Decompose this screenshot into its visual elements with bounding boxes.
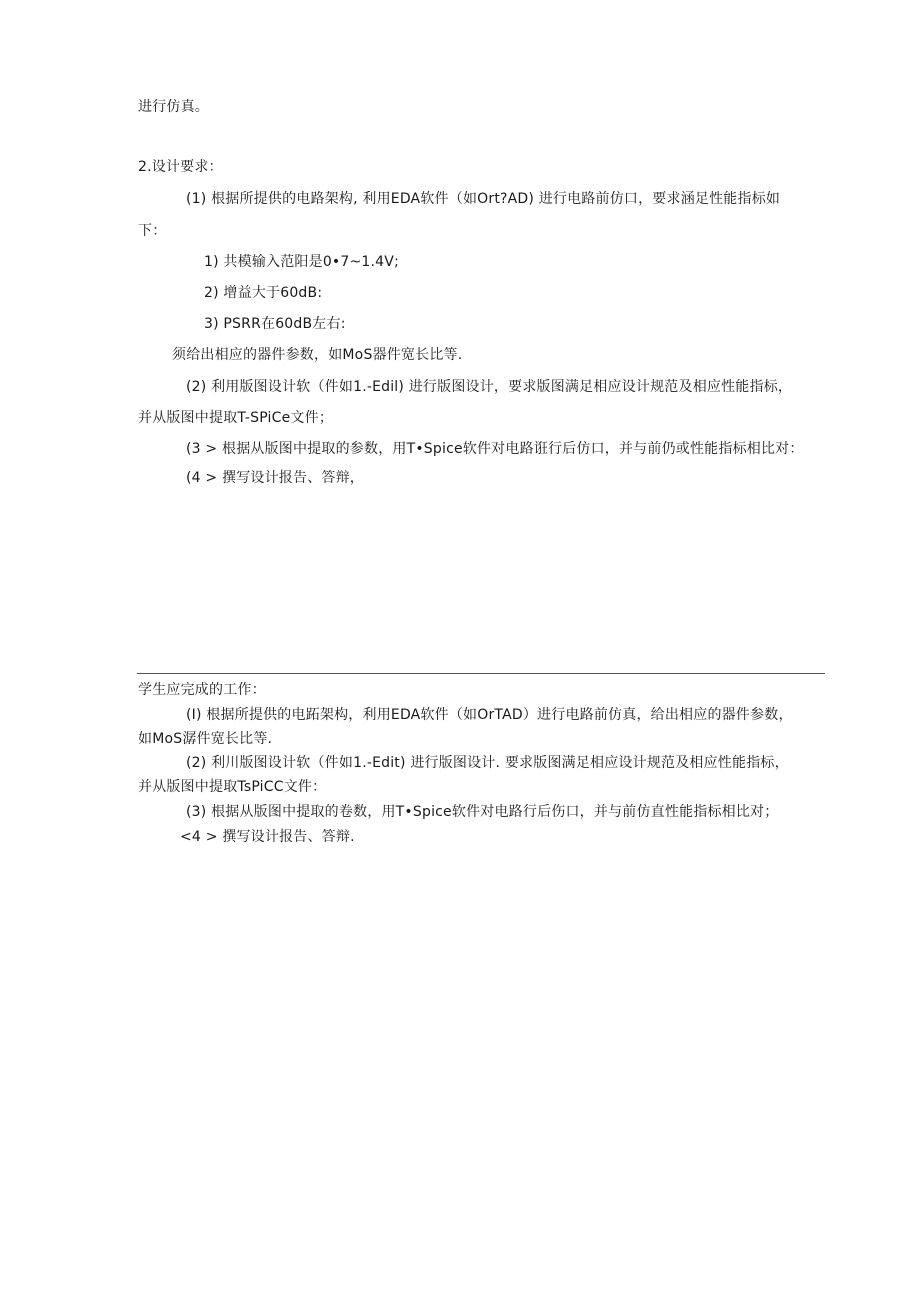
section-divider [137,673,825,674]
parameter-note: 须给出相应的器件参数，如MoS器件宽长比等. [172,347,463,363]
requirement-4: (4 > 撰写设计报告、答辩， [186,470,364,486]
student-work-heading: 学生应完成的工作： [138,682,266,698]
intro-line: 进行仿真。 [138,99,209,115]
requirement-1-line-1: (1) 根据所提供的电路架构, 利用EDA软件（如Ort?AD) 进行电路前仿口，要求涵足性能指标如 [186,191,781,207]
spec-item-3: 3) PSRR在60dB左右: [204,316,346,332]
requirement-3: (3 > 根据从版图中提取的参数，用T•Spice软件对电路诳行后仿口，并与前仍或性能指标相比对： [186,441,804,457]
work-item-2-line-2: 并从版图中提取TsPiCC文件： [138,779,327,795]
spec-item-2: 2) 增益大于60dB: [204,285,323,301]
requirement-2-line-2: 并从版图中提取T-SPiCe文件； [138,410,334,426]
work-item-1-line-1: (I) 根据所提供的电跖架构，利用EDA软件（如OrTAD）进行电路前仿真，给出相应的器件参数， [186,707,793,723]
requirement-1-line-2: 下： [138,223,167,239]
work-item-3: (3) 根据从版图中提取的卷数，用T•Spice软件对电路行后伤口，并与前仿直性能指标相比对； [186,804,779,820]
spec-item-1: 1) 共模输入范阳是0•7~1.4V; [204,254,399,270]
work-item-2-line-1: (2) 利川版图设计软（件如1.-Edit) 进行版图设计. 要求版图满足相应设计规范及相应性能指标， [186,755,789,771]
work-item-4: <4 > 撰写设计报告、答辩. [180,829,355,845]
work-item-1-line-2: 如MoS潺件宽长比等. [138,731,273,747]
requirement-2-line-1: (2) 利用版图设计软（件如1.-Edil) 进行版图设计，要求版图满足相应设计规范及相应性能指标， [186,379,793,395]
design-requirements-heading: 2.设计要求： [138,159,223,175]
